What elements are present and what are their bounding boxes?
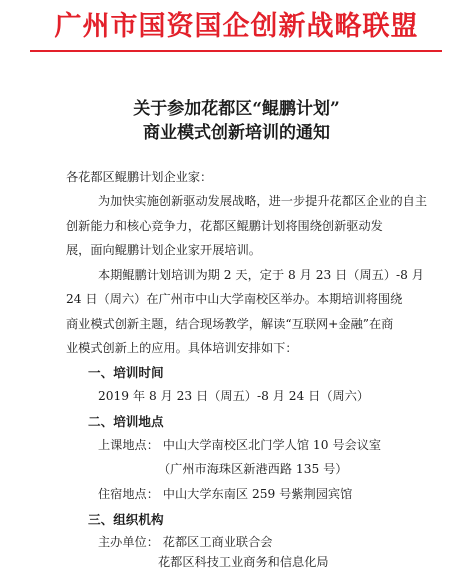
host-unit-2: 花都区科技工业商务和信息化局: [158, 555, 329, 569]
class-venue: 上课地点： 中山大学南校区北门学人馆 10 号会议室: [98, 438, 382, 452]
paragraph1-line1: 为加快实施创新驱动发展战略，进一步提升花都区企业的自主: [98, 194, 428, 208]
lodging-venue: 住宿地点： 中山大学东南区 259 号紫荆园宾馆: [98, 487, 353, 501]
training-time: 2019 年 8 月 23 日（周五）-8 月 24 日（周六）: [98, 389, 370, 403]
section1-heading: 一、培训时间: [88, 365, 164, 380]
section2-heading: 二、培训地点: [88, 414, 164, 429]
paragraph2-line4: 业模式创新上的应用。具体培训安排如下：: [66, 341, 298, 355]
venue-address: （广州市海珠区新港西路 135 号）: [158, 462, 348, 476]
paragraph2-line2: 24 日（周六）在广州市中山大学南校区举办。本期培训将围绕: [66, 292, 403, 306]
paragraph2-line1: 本期鲲鹏计划培训为期 2 天，定于 8 月 23 日（周五）-8 月: [98, 268, 424, 282]
section3-heading: 三、组织机构: [88, 512, 164, 527]
org-header: 广州市国资国企创新战略联盟: [54, 11, 419, 42]
doc-title-line1: 关于参加花都区“鲲鹏计划”: [133, 99, 340, 119]
doc-title-line2: 商业模式创新培训的通知: [143, 123, 330, 143]
paragraph1-line3: 展，面向鲲鹏计划企业家开展培训。: [66, 243, 261, 257]
salutation: 各花都区鲲鹏计划企业家：: [66, 170, 213, 184]
header-divider: [30, 50, 442, 52]
paragraph2-line3: 商业模式创新主题，结合现场教学，解读“互联网+金融”在商: [66, 317, 394, 331]
host-unit: 主办单位： 花都区工商业联合会: [98, 535, 273, 549]
paragraph1-line2: 创新能力和核心竞争力，花都区鲲鹏计划将围绕创新驱动发: [66, 219, 383, 233]
